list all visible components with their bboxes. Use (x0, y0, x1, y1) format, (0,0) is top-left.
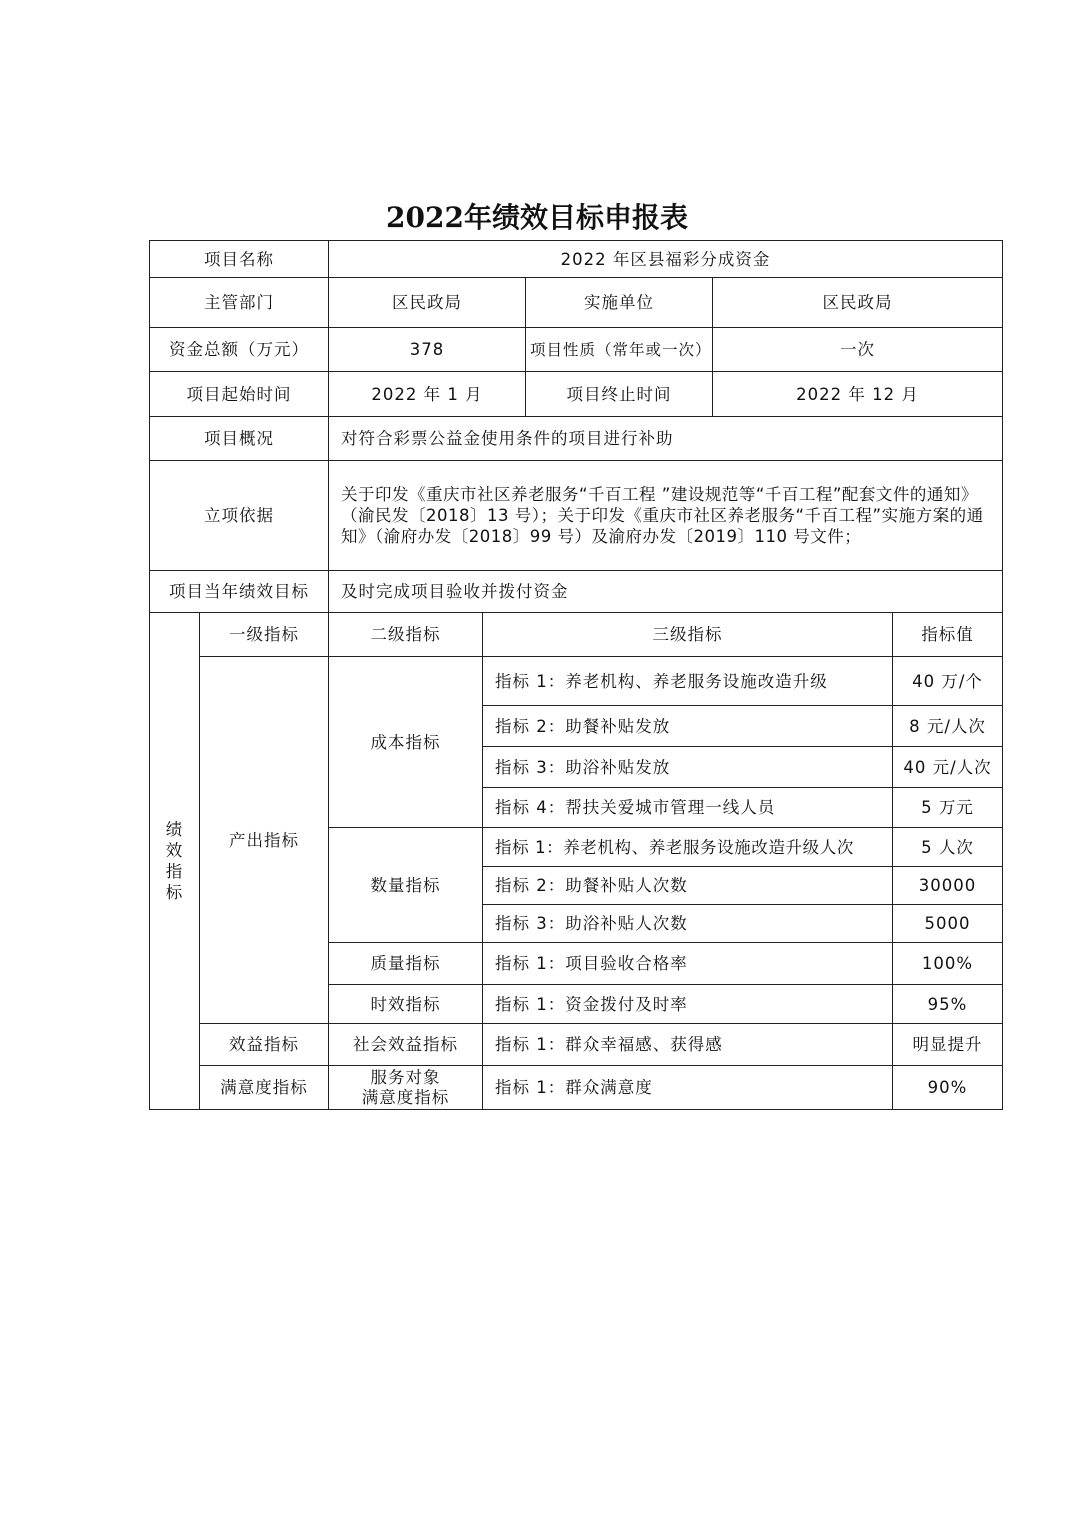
quantity-indicator-3-value: 5000 (893, 905, 1003, 943)
quantity-indicator-1-value: 5 人次 (893, 828, 1003, 867)
end-time-value: 2022 年 12 月 (713, 372, 1003, 417)
quality-indicator-name: 指标 1：项目验收合格率 (483, 943, 893, 985)
quantity-indicator-2-value: 30000 (893, 867, 1003, 905)
cost-indicator-1-name: 指标 1：养老机构、养老服务设施改造升级 (483, 657, 893, 706)
quality-indicator-value: 100% (893, 943, 1003, 985)
row-period (150, 372, 1003, 417)
cost-indicator-1-value: 40 万/个 (893, 657, 1003, 706)
project-name-label: 项目名称 (150, 241, 329, 278)
start-time-label: 项目起始时间 (150, 372, 329, 417)
row-funds (150, 328, 1003, 372)
row-department (150, 278, 1003, 328)
cost-indicator-label: 成本指标 (329, 657, 483, 828)
quantity-indicator-1-name: 指标 1：养老机构、养老服务设施改造升级人次 (483, 828, 893, 867)
service-label-line-2: 满意度指标 (361, 1087, 450, 1107)
page-title: 2022年绩效目标申报表 (386, 201, 688, 234)
annual-goal-label: 项目当年绩效目标 (150, 571, 329, 613)
group-char-2: 效 (165, 841, 184, 860)
department-label: 主管部门 (150, 278, 329, 328)
satisfaction-name: 指标 1：群众满意度 (483, 1066, 893, 1110)
service-satisfaction-label (329, 1066, 483, 1110)
row-overview (150, 417, 1003, 461)
quantity-indicator-2-name: 指标 2：助餐补贴人次数 (483, 867, 893, 905)
quality-indicator-label: 质量指标 (329, 943, 483, 985)
social-benefit-value: 明显提升 (893, 1024, 1003, 1066)
header-level3: 三级指标 (483, 613, 893, 657)
funds-value: 378 (329, 328, 526, 372)
group-char-3: 指 (165, 862, 184, 881)
annual-goal-value: 及时完成项目验收并拨付资金 (329, 571, 1003, 613)
group-char-1: 绩 (165, 820, 184, 839)
timeliness-indicator-label: 时效指标 (329, 985, 483, 1024)
header-value: 指标值 (893, 613, 1003, 657)
timeliness-indicator-value: 95% (893, 985, 1003, 1024)
row-basis (150, 461, 1003, 571)
row-annual-goal (150, 571, 1003, 613)
start-time-value: 2022 年 1 月 (329, 372, 526, 417)
group-char-4: 标 (165, 883, 184, 902)
social-benefit-name: 指标 1：群众幸福感、获得感 (483, 1024, 893, 1066)
performance-goal-table (149, 240, 1003, 1110)
table-row (150, 1066, 1003, 1110)
quantity-indicator-3-name: 指标 3：助浴补贴人次数 (483, 905, 893, 943)
cost-indicator-2-value: 8 元/人次 (893, 706, 1003, 747)
funds-label: 资金总额（万元） (150, 328, 329, 372)
indicator-group-label (150, 613, 200, 1110)
table-row (150, 1024, 1003, 1066)
nature-value: 一次 (713, 328, 1003, 372)
benefit-indicator-label: 效益指标 (200, 1024, 329, 1066)
cost-indicator-3-value: 40 元/人次 (893, 747, 1003, 788)
cost-indicator-3-name: 指标 3：助浴补贴发放 (483, 747, 893, 788)
unit-label: 实施单位 (526, 278, 713, 328)
project-name-value: 2022 年区县福彩分成资金 (329, 241, 1003, 278)
cost-indicator-4-name: 指标 4：帮扶关爱城市管理一线人员 (483, 788, 893, 828)
table-row (150, 657, 1003, 706)
basis-value: 关于印发《重庆市社区养老服务“千百工程 ”建设规范等“千百工程”配套文件的通知》（渝民发〔2018〕13 号）；关于印发《重庆市社区养老服务“千百工程”实施方案的通知》（渝府办发〔2018〕99 号）及渝府办发〔2019〕110 号文件； (329, 461, 1003, 571)
timeliness-indicator-name: 指标 1：资金拨付及时率 (483, 985, 893, 1024)
overview-value: 对符合彩票公益金使用条件的项目进行补助 (329, 417, 1003, 461)
cost-indicator-4-value: 5 万元 (893, 788, 1003, 828)
nature-label: 项目性质（常年或一次） (526, 328, 713, 372)
row-project-name (150, 241, 1003, 278)
end-time-label: 项目终止时间 (526, 372, 713, 417)
quantity-indicator-label: 数量指标 (329, 828, 483, 943)
satisfaction-indicator-label: 满意度指标 (200, 1066, 329, 1110)
basis-label: 立项依据 (150, 461, 329, 571)
social-benefit-label: 社会效益指标 (329, 1024, 483, 1066)
department-value: 区民政局 (329, 278, 526, 328)
row-indicator-headers (150, 613, 1003, 657)
unit-value: 区民政局 (713, 278, 1003, 328)
output-indicator-label: 产出指标 (200, 657, 329, 1024)
service-label-line-1: 服务对象 (370, 1067, 441, 1087)
header-level2: 二级指标 (329, 613, 483, 657)
satisfaction-value: 90% (893, 1066, 1003, 1110)
overview-label: 项目概况 (150, 417, 329, 461)
cost-indicator-2-name: 指标 2：助餐补贴发放 (483, 706, 893, 747)
header-level1: 一级指标 (200, 613, 329, 657)
